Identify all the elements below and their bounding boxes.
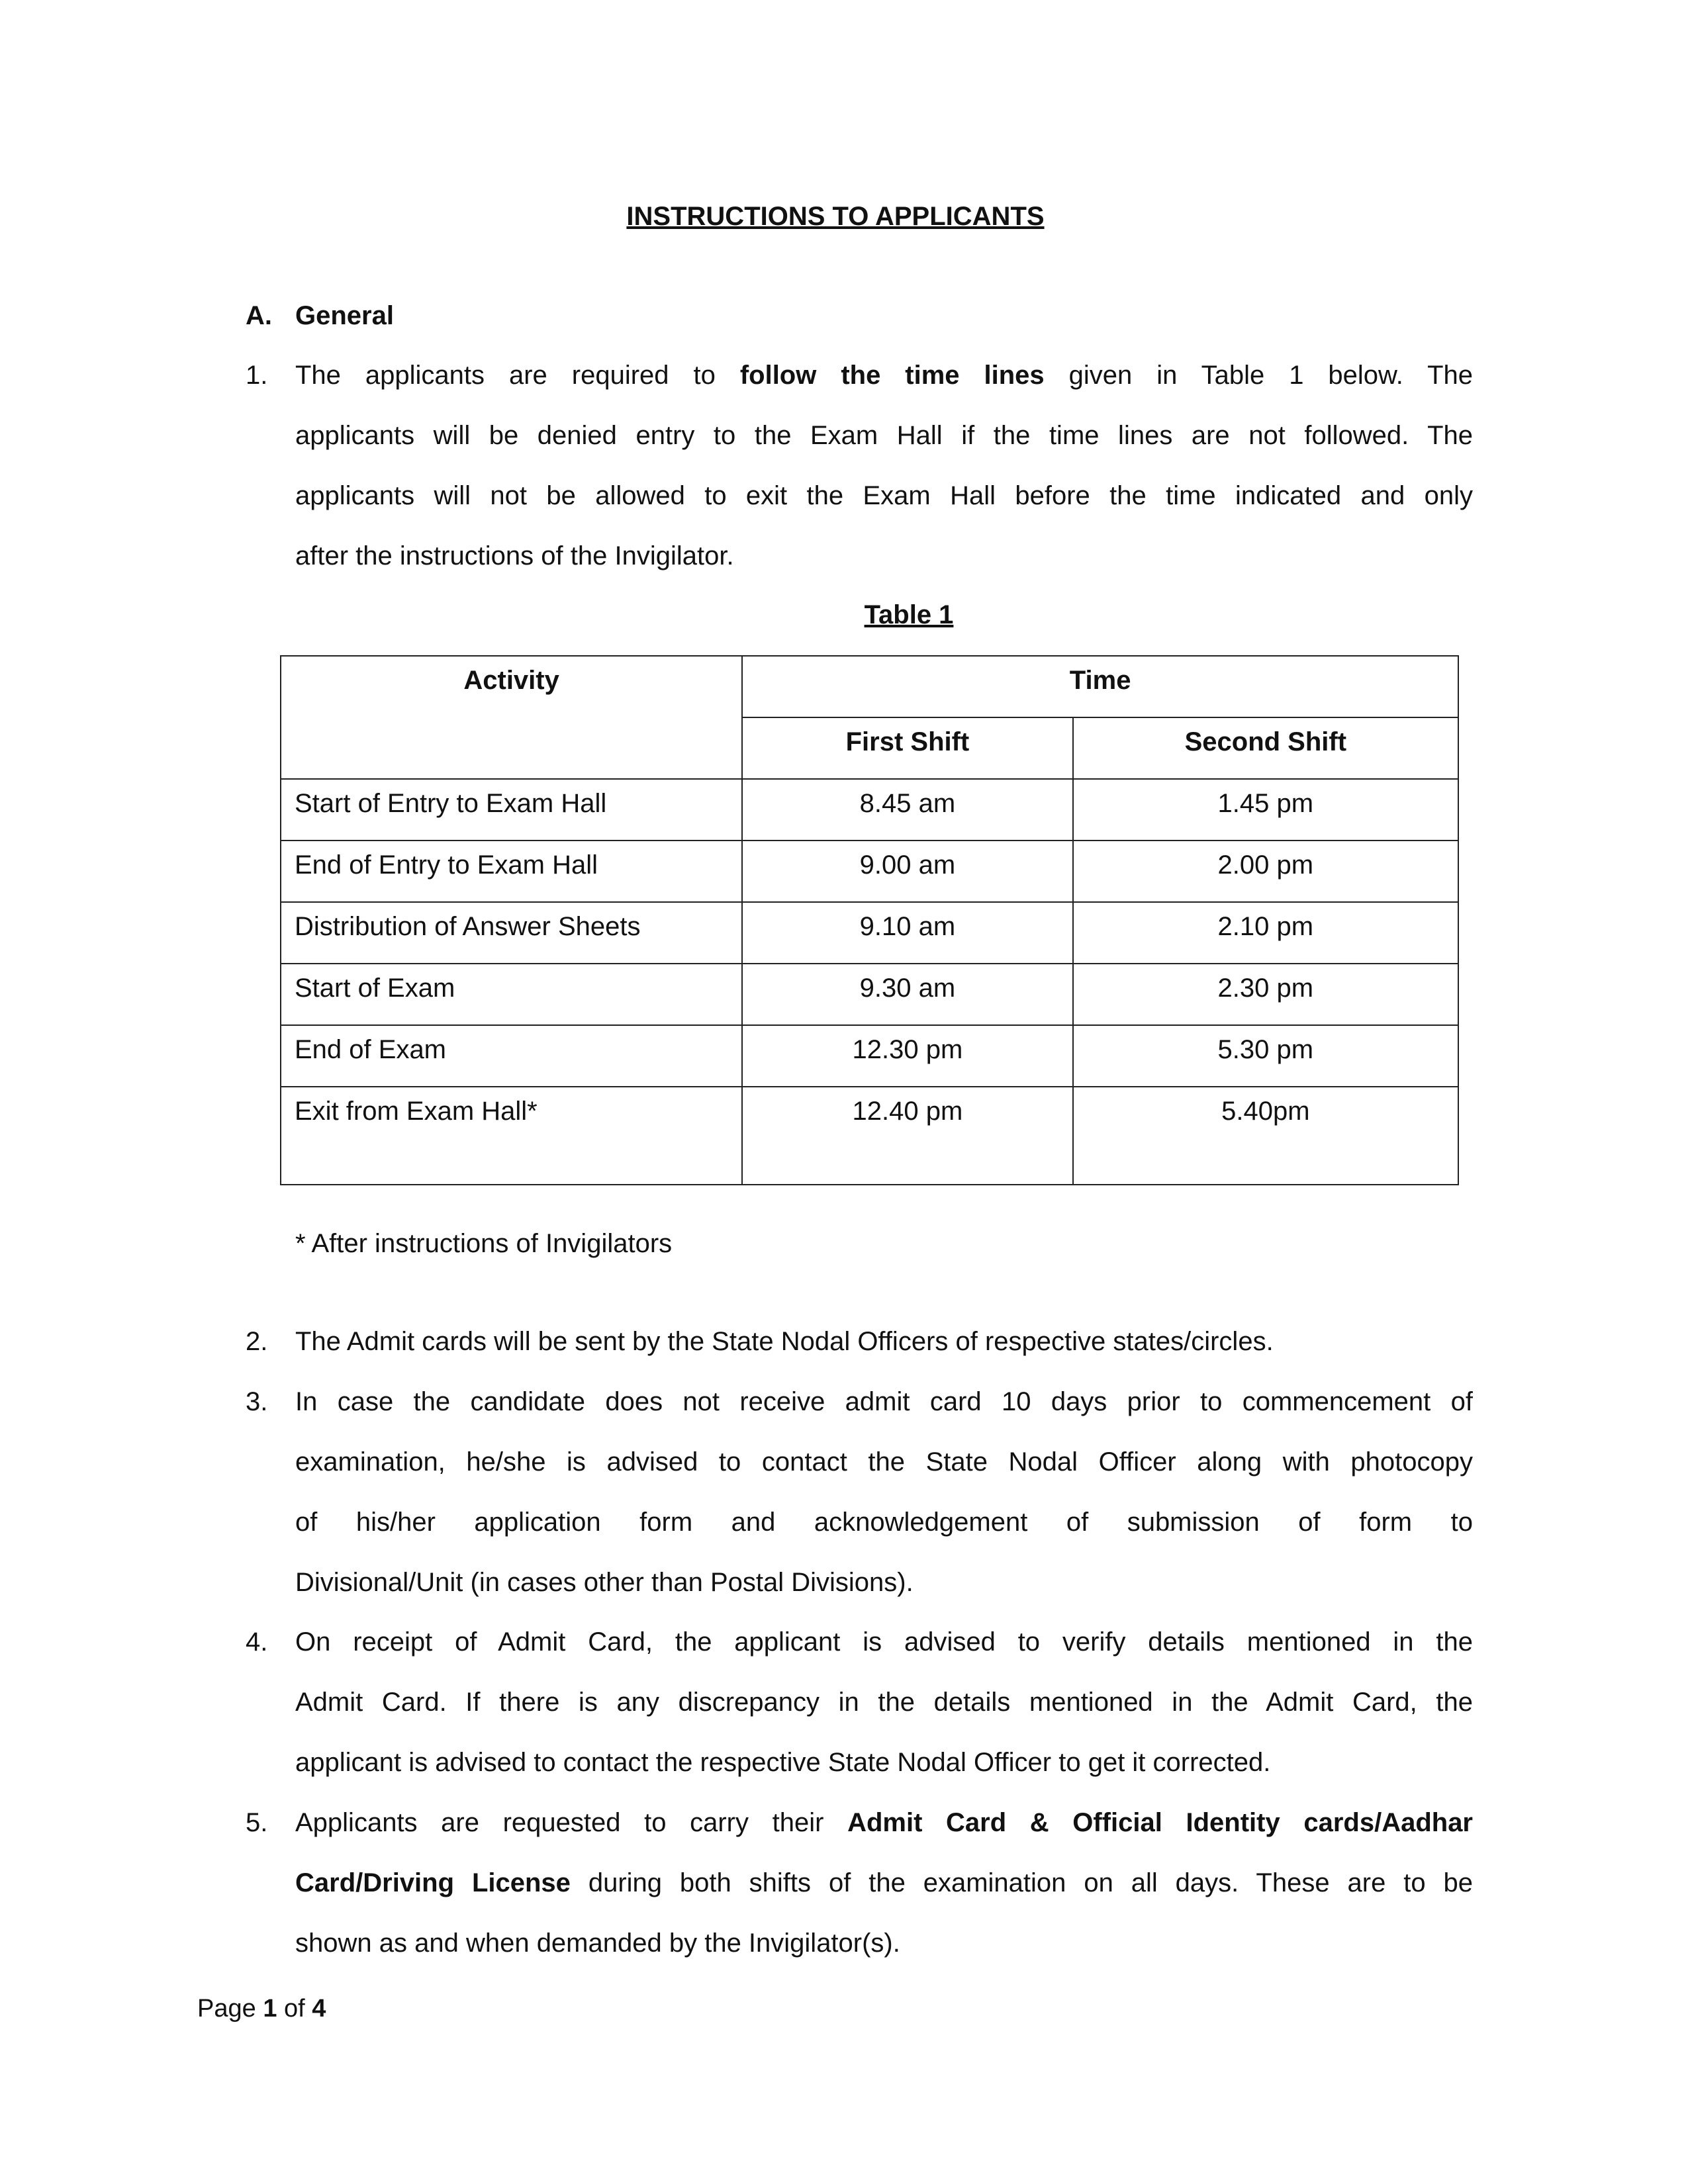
item-text: [295, 1793, 1473, 1974]
first-shift-cell: 9.00 am: [742, 841, 1072, 902]
text-line: [295, 1853, 1473, 1913]
text-line: [295, 345, 1473, 406]
instruction-item: [246, 1793, 1473, 1974]
text-line: [295, 466, 1473, 526]
table-row: [281, 1087, 1458, 1185]
activity-cell: End of Exam: [281, 1025, 742, 1087]
text-segment: The applicants are required to: [295, 361, 740, 390]
instruction-item: [246, 1372, 1473, 1613]
text-line: [295, 1553, 1473, 1613]
item-number: 5.: [246, 1808, 268, 1837]
instruction-item: [246, 1312, 1473, 1372]
header-first-shift: First Shift: [742, 717, 1072, 779]
text-line: [295, 1372, 1473, 1432]
table-row: [281, 779, 1458, 841]
text-segment: during both shifts of the examination on all days. These are to be: [570, 1868, 1473, 1897]
second-shift-cell: 5.40pm: [1073, 1087, 1458, 1185]
text-line: [295, 1312, 1473, 1372]
text-segment: In case the candidate does not receive admit card 10 days prior to commencement of: [295, 1387, 1473, 1416]
text-line: [295, 1672, 1473, 1733]
page-number: [197, 1982, 326, 2035]
section-heading: [246, 286, 394, 346]
activity-cell: Distribution of Answer Sheets: [281, 902, 742, 964]
text-segment: The Admit cards will be sent by the State Nodal Officers of respective states/circles.: [295, 1327, 1274, 1356]
timeline-table: [280, 655, 1459, 1185]
activity-cell: End of Entry to Exam Hall: [281, 841, 742, 902]
activity-cell: Exit from Exam Hall*: [281, 1087, 742, 1185]
text-segment: applicants will not be allowed to exit the Exam Hall before the time indicated and only: [295, 481, 1473, 510]
bold-text: Admit Card & Official Identity cards/Aadhar: [847, 1808, 1474, 1837]
page-label: Page: [197, 1995, 256, 2023]
first-shift-cell: 12.40 pm: [742, 1087, 1072, 1185]
header-second-shift: Second Shift: [1073, 717, 1458, 779]
second-shift-cell: 2.10 pm: [1073, 902, 1458, 964]
of-label: of: [284, 1995, 305, 2023]
item-text: [295, 1612, 1473, 1793]
text-line: [295, 1733, 1473, 1793]
section-title: General: [295, 301, 394, 330]
table-caption: Table 1: [864, 600, 954, 629]
second-shift-cell: 2.30 pm: [1073, 964, 1458, 1025]
item-text: [295, 1372, 1473, 1613]
item-number: 4.: [246, 1627, 268, 1657]
header-time: Time: [742, 656, 1458, 717]
text-line: [295, 406, 1473, 466]
header-activity: Activity: [281, 656, 742, 779]
first-shift-cell: 8.45 am: [742, 779, 1072, 841]
second-shift-cell: 5.30 pm: [1073, 1025, 1458, 1087]
text-line: [295, 1432, 1473, 1492]
first-shift-cell: 9.10 am: [742, 902, 1072, 964]
activity-cell: Start of Exam: [281, 964, 742, 1025]
text-segment: On receipt of Admit Card, the applicant is advised to verify details mentioned in the: [295, 1627, 1473, 1657]
bold-text: Card/Driving License: [295, 1868, 571, 1897]
activity-cell: Start of Entry to Exam Hall: [281, 779, 742, 841]
table-footnote: * After instructions of Invigilators: [295, 1229, 673, 1258]
text-line: [295, 1793, 1473, 1853]
text-segment: applicants will be denied entry to the Exam Hall if the time lines are not followed. The: [295, 421, 1473, 450]
document-title: INSTRUCTIONS TO APPLICANTS: [626, 202, 1045, 231]
table-row: [281, 1025, 1458, 1087]
text-line: [295, 1913, 1473, 1974]
text-line: [295, 1492, 1473, 1553]
text-segment: Divisional/Unit (in cases other than Postal Divisions).: [295, 1568, 914, 1597]
table-row: [281, 902, 1458, 964]
instruction-item: [246, 345, 1473, 586]
text-segment: applicant is advised to contact the respective State Nodal Officer to get it corrected.: [295, 1748, 1271, 1777]
bold-text: follow the time lines: [739, 361, 1045, 390]
second-shift-cell: 1.45 pm: [1073, 779, 1458, 841]
text-segment: given in Table 1 below. The: [1044, 361, 1474, 390]
section-label: A.: [246, 301, 272, 330]
table-row: [281, 841, 1458, 902]
first-shift-cell: 12.30 pm: [742, 1025, 1072, 1087]
text-segment: Applicants are requested to carry their: [295, 1808, 848, 1837]
text-line: [295, 1612, 1473, 1672]
text-segment: examination, he/she is advised to contact the State Nodal Officer along with photocopy: [295, 1447, 1473, 1477]
first-shift-cell: 9.30 am: [742, 964, 1072, 1025]
item-text: [295, 1312, 1473, 1372]
table-row: [281, 964, 1458, 1025]
text-segment: shown as and when demanded by the Invigilator(s).: [295, 1929, 900, 1958]
current-page: 1: [263, 1995, 277, 2023]
item-number: 3.: [246, 1387, 268, 1416]
text-segment: Admit Card. If there is any discrepancy in the details mentioned in the Admit Card, the: [295, 1688, 1473, 1717]
text-line: [295, 526, 1473, 586]
text-segment: after the instructions of the Invigilator.: [295, 541, 734, 570]
second-shift-cell: 2.00 pm: [1073, 841, 1458, 902]
text-segment: of his/her application form and acknowledgement of submission of form to: [295, 1508, 1473, 1537]
item-number: 1.: [246, 361, 268, 390]
total-pages: 4: [312, 1995, 326, 2023]
item-number: 2.: [246, 1327, 268, 1356]
item-text: [295, 345, 1473, 586]
instruction-item: [246, 1612, 1473, 1793]
